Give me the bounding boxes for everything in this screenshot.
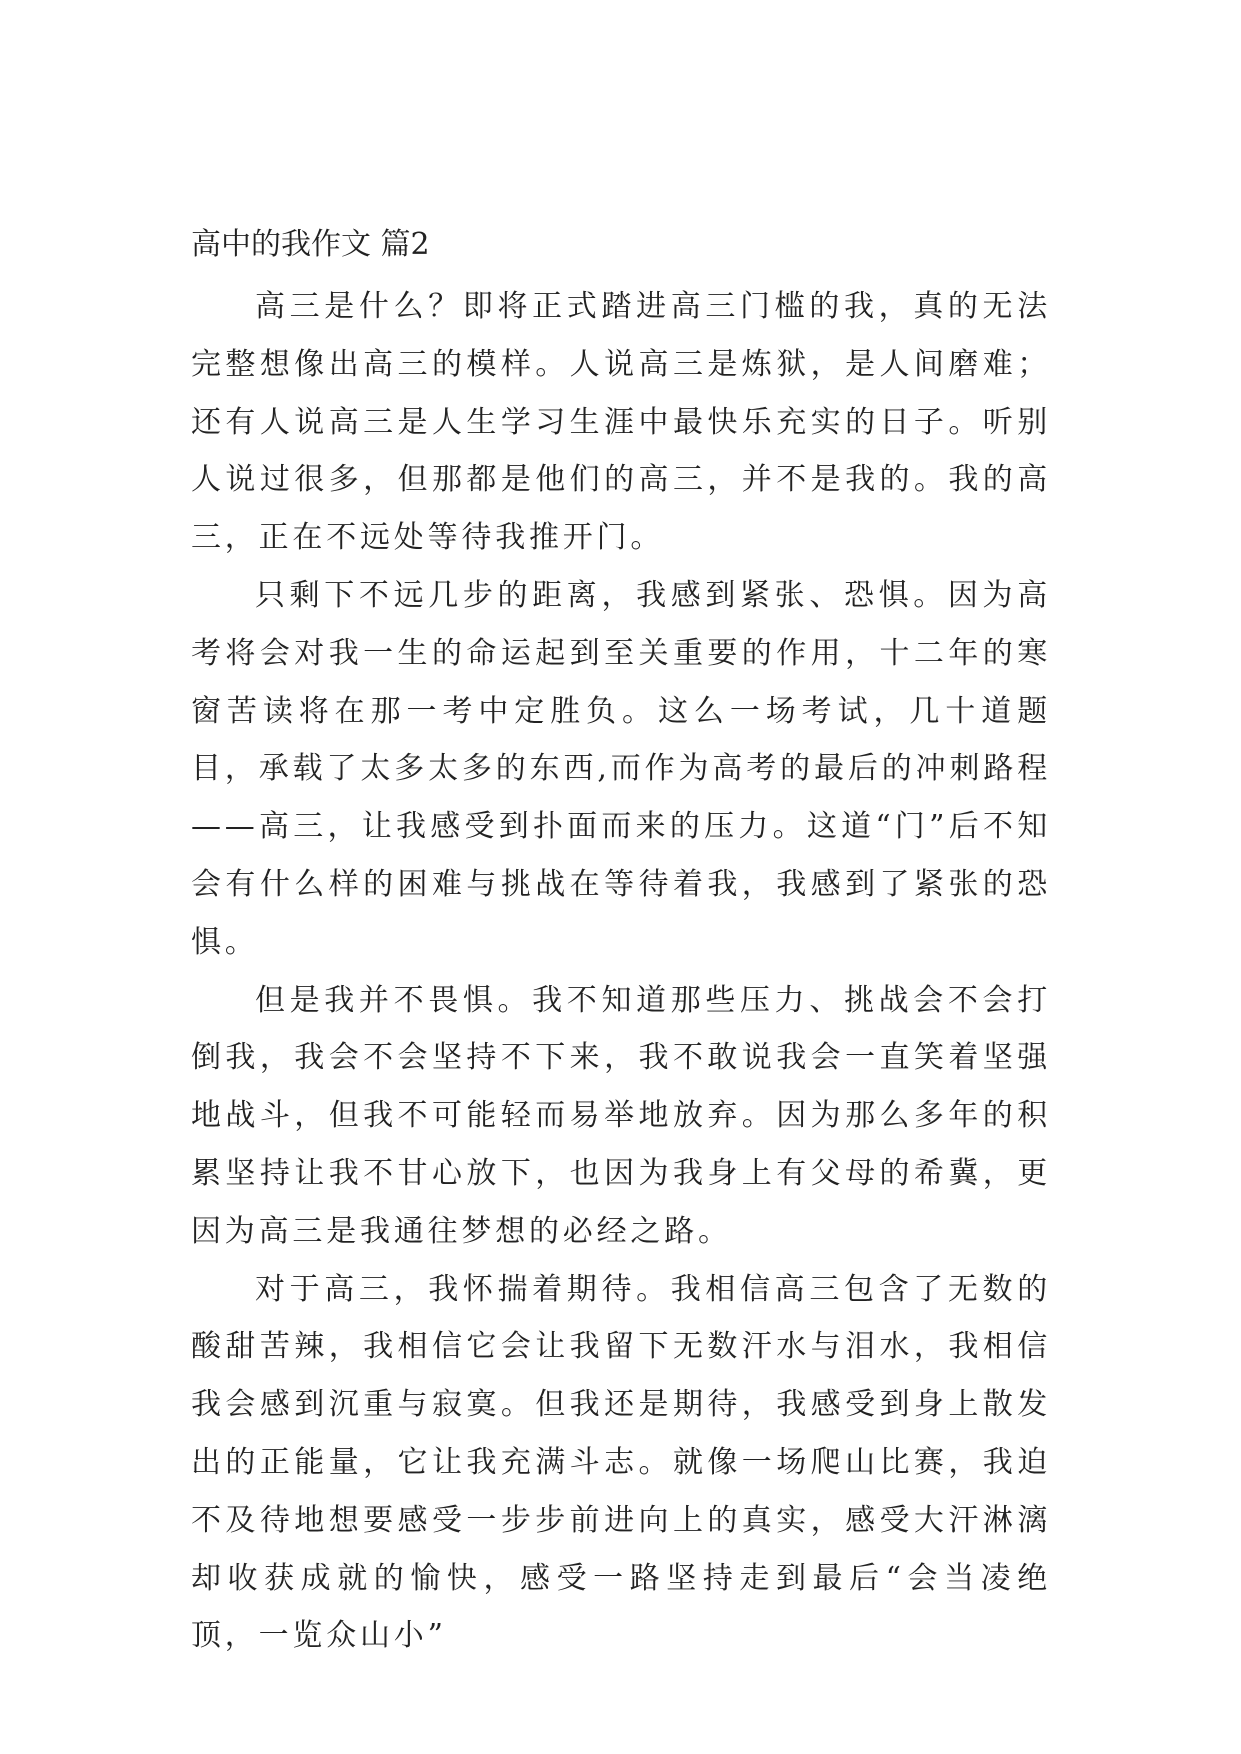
paragraph-1: 高三是什么？即将正式踏进高三门槛的我，真的无法完整想像出高三的模样。人说高三是炼狱，是人间磨难；还有人说高三是人生学习生涯中最快乐充实的日子。听别人说过很多，但那都是他们的高三，并不是我的。我的高三，正在不远处等待我推开门。 <box>191 289 1051 556</box>
paragraph-4: 对于高三，我怀揣着期待。我相信高三包含了无数的酸甜苦辣，我相信它会让我留下无数汗水与泪水，我相信我会感到沉重与寂寞。但我还是期待，我感受到身上散发出的正能量，它让我充满斗志。就像一场爬山比赛，我迫不及待地想要感受一步步前进向上的真实，感受大汗淋漓却收获成就的愉快，感受一路坚持走到最后“会当凌绝顶，一览众山小” <box>191 1271 1051 1654</box>
document-title: 高中的我作文 篇2 <box>191 227 430 262</box>
paragraph-2: 只剩下不远几步的距离，我感到紧张、恐惧。因为高考将会对我一生的命运起到至关重要的作用，十二年的寒窗苦读将在那一考中定胜负。这么一场考试，几十道题目，承载了太多太多的东西,而作为高考的最后的冲刺路程——高三，让我感受到扑面而来的压力。这道“门”后不知会有什么样的困难与挑战在等待着我，我感到了紧张的恐惧。 <box>191 577 1051 960</box>
paragraph-3: 但是我并不畏惧。我不知道那些压力、挑战会不会打倒我，我会不会坚持不下来，我不敢说我会一直笑着坚强地战斗，但我不可能轻而易举地放弃。因为那么多年的积累坚持让我不甘心放下，也因为我身上有父母的希冀，更因为高三是我通往梦想的必经之路。 <box>191 982 1051 1249</box>
document-body <box>191 212 1051 1665</box>
